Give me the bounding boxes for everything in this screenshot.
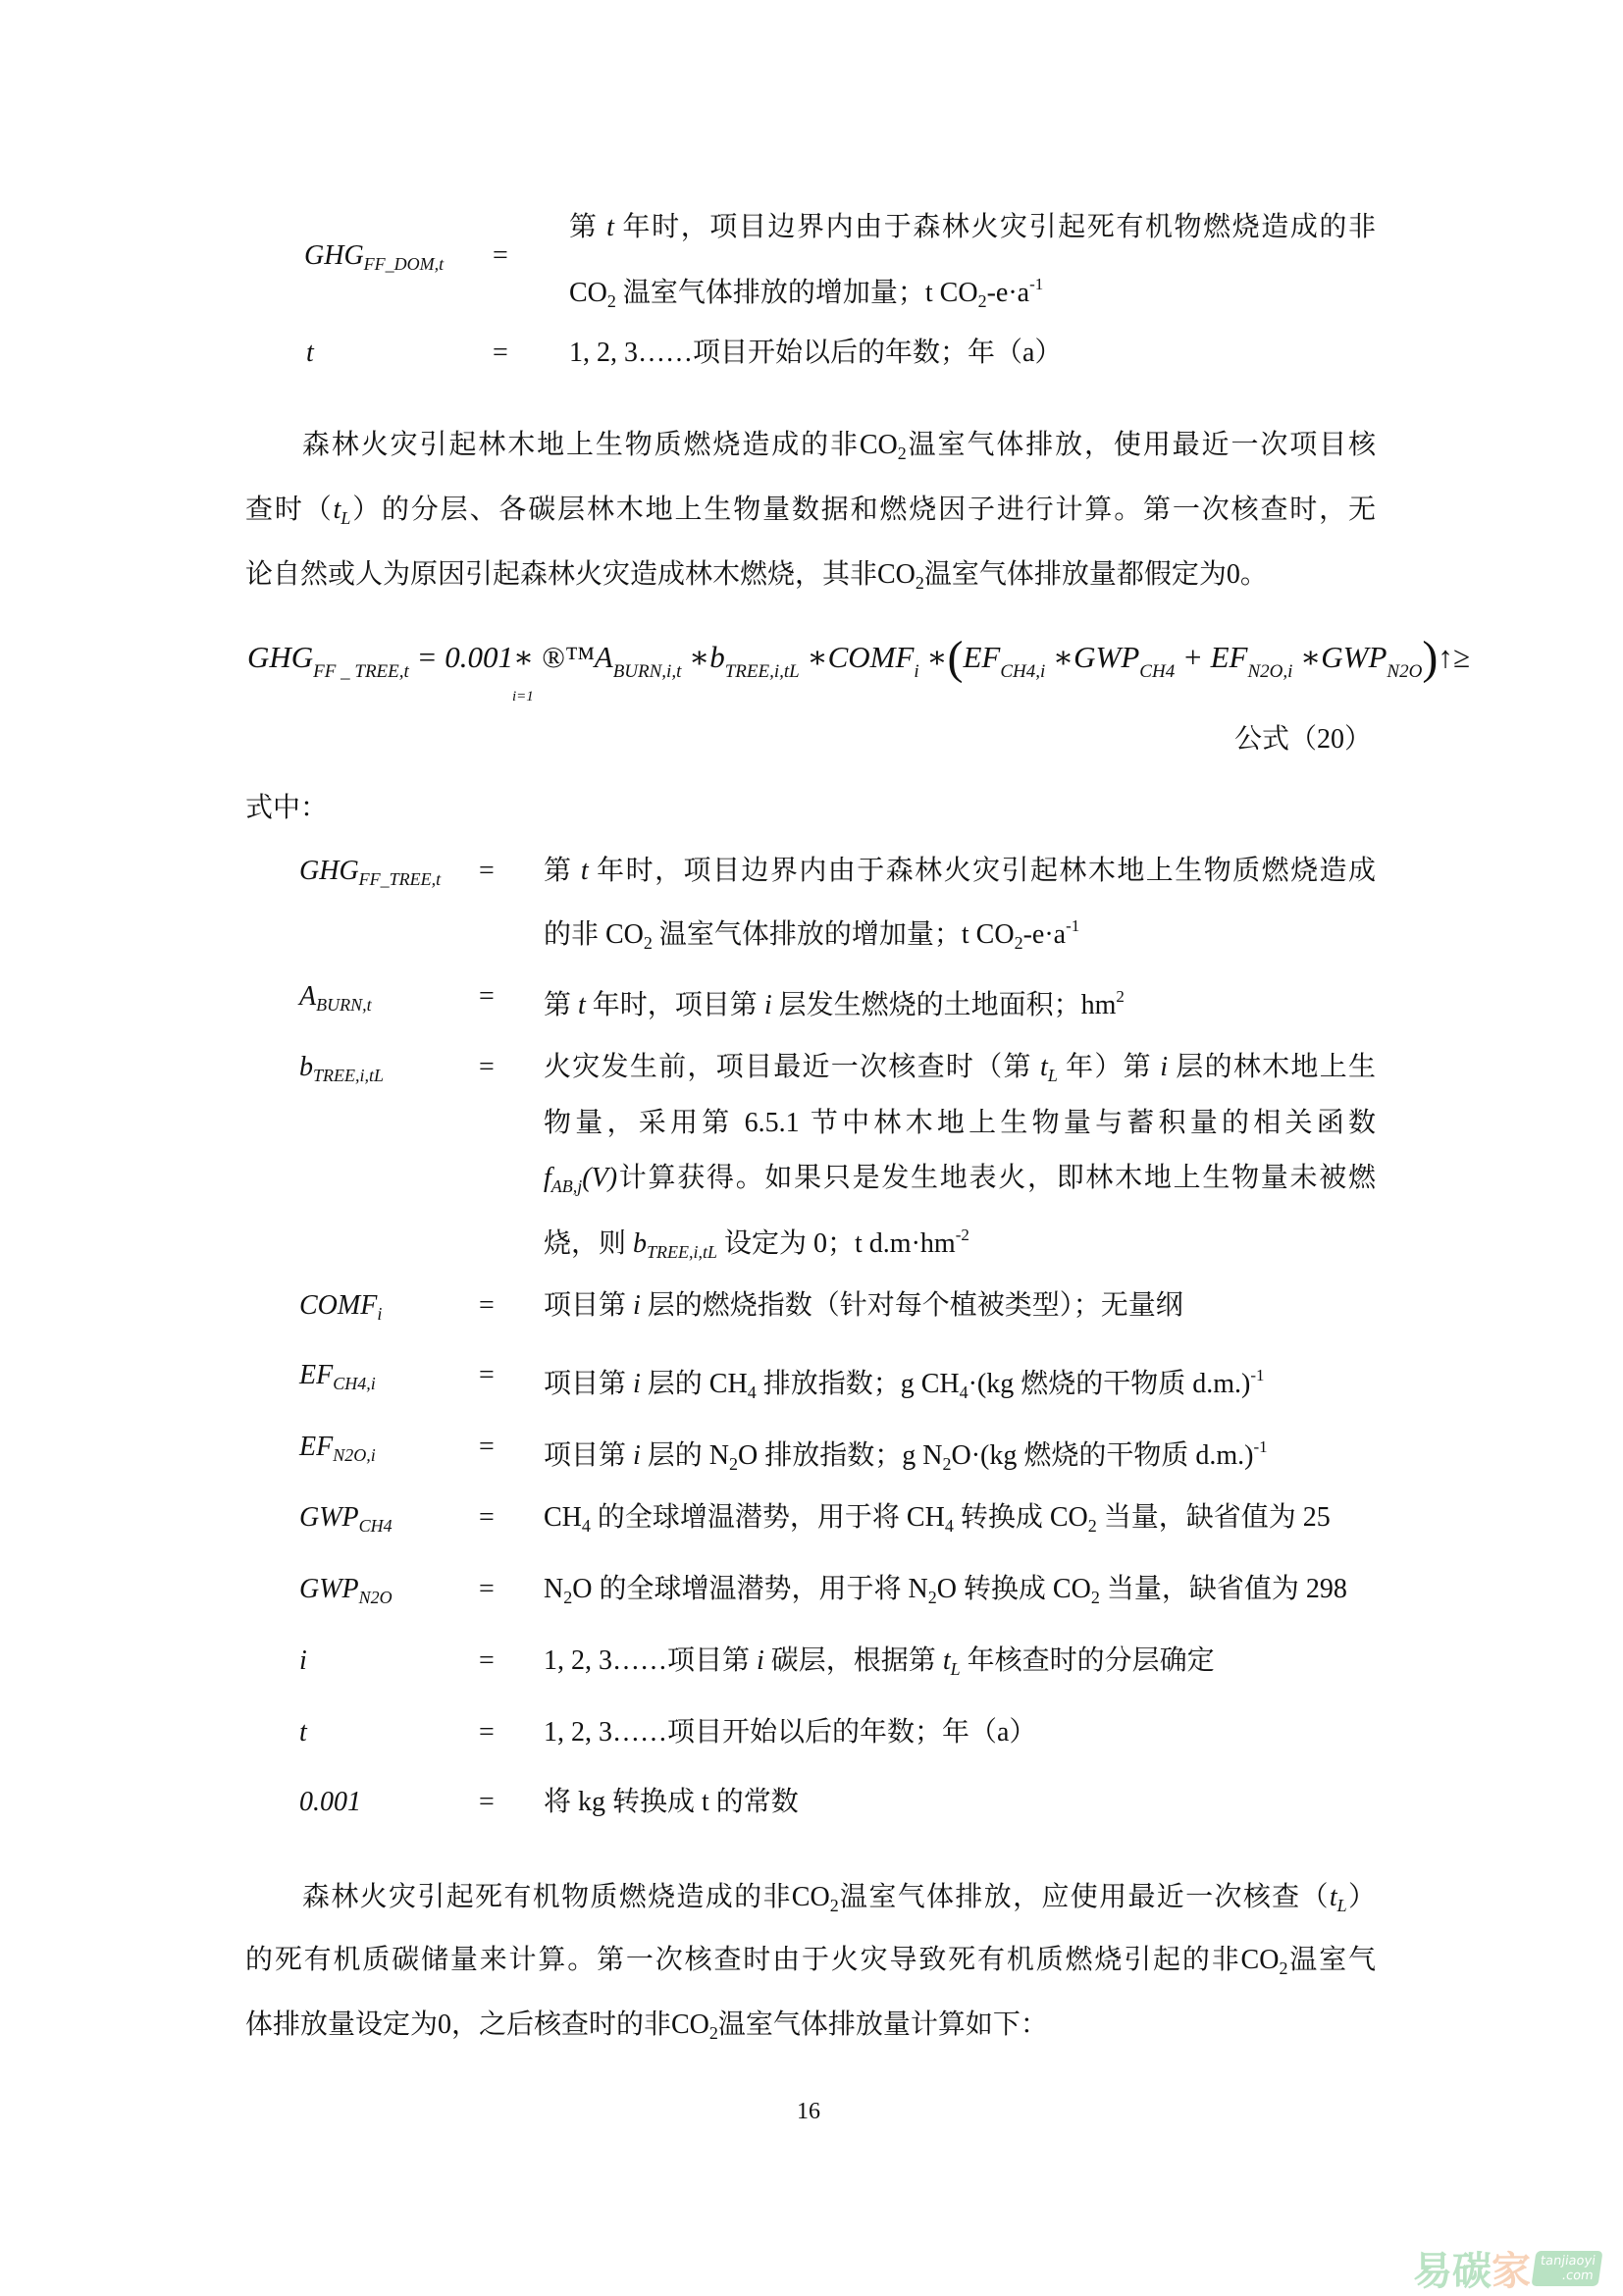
page-number: 16 <box>797 2099 820 2124</box>
definition-text <box>544 1713 1376 1752</box>
text-run: i <box>633 1369 641 1399</box>
text-run: 第 <box>569 212 607 242</box>
text-run: 2 <box>915 573 924 593</box>
text-run: ∗ <box>1045 640 1074 674</box>
text-run: 将 kg 转换成 t 的常数 <box>544 1787 799 1817</box>
definition-term <box>299 1783 361 1822</box>
text-run: FF_DOM,t <box>363 254 445 274</box>
text-run: ∗ <box>1292 640 1322 674</box>
text-run: O·(kg 燃烧的干物质 d.m.) <box>951 1440 1254 1471</box>
text-run: 1, 2, 3……项目第 <box>544 1645 758 1676</box>
text-run: 项目第 <box>544 1290 634 1321</box>
equals-sign: = <box>479 856 495 886</box>
text-run: BURN,t <box>316 995 372 1015</box>
watermark-site <box>1531 2251 1602 2286</box>
text-run: ( <box>947 632 964 684</box>
text-run: EF <box>299 1432 334 1462</box>
text-run: FF_TREE,t <box>358 869 442 889</box>
text-run: i <box>633 1440 641 1471</box>
text-run: 温室气 <box>1287 1945 1376 1975</box>
text-run: -1 <box>1250 1366 1265 1384</box>
text-run: ,i <box>1035 661 1046 682</box>
text-run: (V) <box>582 1163 618 1193</box>
text-run: t <box>333 495 341 525</box>
text-run: 2 <box>1090 1588 1100 1607</box>
text-run: A <box>594 640 613 674</box>
text-run: GHG <box>299 856 359 886</box>
text-run: -1 <box>1066 916 1080 935</box>
definition-text <box>544 977 1376 1025</box>
text-run: 2 <box>977 291 987 311</box>
text-run: 2 <box>708 2023 718 2043</box>
equals-sign: = <box>479 1787 495 1817</box>
text-run: 4 <box>944 1516 954 1536</box>
paragraph-line <box>245 1941 1376 1988</box>
text-run: 2 <box>1087 1516 1097 1536</box>
definition-term <box>299 1356 376 1403</box>
text-run: 的死有机质碳储量来计算。第一次核查时由于火灾导致死有机质燃烧引起的非CO <box>245 1945 1280 1975</box>
text-run: 物量，采用第 6.5.1 节中林木地上生物量与蓄积量的相关函数 <box>544 1108 1376 1138</box>
text-run: i <box>377 1304 383 1324</box>
equals-sign: = <box>479 1502 495 1533</box>
text-run: TREE,i,t <box>724 661 790 682</box>
text-run: i <box>299 1645 307 1676</box>
equals-sign: = <box>479 1574 495 1604</box>
text-run: -1 <box>1029 275 1044 293</box>
text-run: 1, 2, 3……项目开始以后的年数；年（a） <box>544 1717 1037 1748</box>
equals-sign: = <box>479 981 495 1012</box>
definition-text <box>544 1159 1376 1206</box>
definition-text <box>544 1498 1376 1545</box>
definition-term <box>299 1498 393 1545</box>
equals-sign: = <box>479 1290 495 1321</box>
text-run: L <box>1047 1066 1058 1085</box>
text-run: GWP <box>299 1502 359 1533</box>
definition-text <box>544 852 1376 891</box>
text-run: O 排放指数；g N <box>738 1440 943 1471</box>
text-run: A <box>299 981 317 1012</box>
definition-text <box>544 1570 1376 1617</box>
text-run: 2 <box>829 1896 839 1915</box>
text-run: ® <box>541 640 565 674</box>
definition-term <box>299 1713 307 1752</box>
text-run: 2 <box>563 1588 573 1607</box>
equals-sign: = <box>493 338 508 368</box>
text-run: 温室气体排放，使用最近一次项目核 <box>906 430 1376 460</box>
text-run: b <box>709 640 725 674</box>
text-run: BURN,i,t <box>612 661 682 682</box>
text-run: 碳层，根据第 <box>763 1645 943 1676</box>
text-run: COMF <box>827 640 915 674</box>
text-run: TREE,i,tL <box>647 1242 718 1262</box>
text-run: N <box>1247 661 1261 682</box>
text-run: 2 <box>729 1454 739 1474</box>
definition-term <box>304 236 444 284</box>
formula-20 <box>247 632 1470 704</box>
text-run: FF _ TREE,t <box>313 661 409 682</box>
text-run: 火灾发生前，项目最近一次核查时（第 <box>544 1052 1041 1082</box>
text-run: 的全球增温潜势，用于将 CH <box>590 1502 945 1533</box>
text-run: -e·a <box>1022 919 1067 950</box>
paragraph-line <box>302 426 1376 473</box>
text-run: CH4 <box>358 1516 393 1536</box>
definition-text <box>544 1356 1376 1412</box>
text-run: t <box>1040 1052 1048 1082</box>
watermark-site-line: tanjiaoyi <box>1540 2253 1597 2269</box>
text-run: 4 <box>1025 661 1036 682</box>
paragraph-line <box>245 2006 1376 2053</box>
watermark-char: 家 <box>1492 2249 1531 2294</box>
text-run: t <box>1329 1882 1337 1912</box>
text-run: ∗ <box>918 640 948 674</box>
watermark-site-line: .com <box>1560 2268 1595 2283</box>
text-run: O 的全球增温潜势，用于将 N <box>572 1574 928 1604</box>
text-run: 第 <box>544 856 581 886</box>
sum-index: i=1 <box>512 689 534 704</box>
text-run: 层的 CH <box>640 1369 748 1399</box>
text-run: t <box>942 1645 951 1676</box>
text-run: 项目第 <box>544 1369 634 1399</box>
text-run: 查时（ <box>245 495 334 525</box>
text-run: 的非 CO <box>544 919 644 950</box>
definition-term <box>299 852 441 899</box>
text-run: 4 <box>959 1383 969 1402</box>
paragraph-line <box>302 1878 1376 1925</box>
text-run: EF <box>963 640 1001 674</box>
text-run: t <box>606 212 614 242</box>
text-run: 温室气体排放的增加量；t CO <box>652 919 1015 950</box>
text-run: ™ <box>564 640 595 674</box>
text-run: CH <box>1000 661 1026 682</box>
paragraph-line <box>245 555 1376 602</box>
text-run: 2 <box>1260 661 1270 682</box>
definition-text <box>569 334 1376 373</box>
definition-text <box>544 907 1376 963</box>
text-run: 2 <box>1014 933 1023 953</box>
text-run: 2 <box>1279 1958 1288 1978</box>
paragraph-line <box>245 491 1376 538</box>
text-run: GWP <box>1321 640 1387 674</box>
text-run: 当量，缺省值为 25 <box>1096 1502 1331 1533</box>
text-run: ↑≥ <box>1438 640 1470 674</box>
text-run: N <box>1387 661 1400 682</box>
text-run: 排放指数；g CH <box>756 1369 960 1399</box>
text-run: 2 <box>897 444 907 463</box>
text-run: 论自然或人为原因引起森林火灾造成林木燃烧，其非CO <box>245 559 916 590</box>
text-run: i <box>757 1645 764 1676</box>
text-run: ) <box>1422 632 1439 684</box>
text-run: b <box>633 1228 648 1259</box>
text-run: L <box>789 661 800 682</box>
text-run: 森林火灾引起林木地上生物质燃烧造成的非CO <box>302 430 898 460</box>
text-run: 森林火灾引起死有机物质燃烧造成的非CO <box>302 1882 830 1912</box>
text-run: 1, 2, 3……项目开始以后的年数；年（a） <box>569 338 1063 368</box>
text-run: 转换成 CO <box>953 1502 1088 1533</box>
text-run: b <box>299 1052 313 1082</box>
text-run: -e·a <box>986 278 1030 308</box>
text-run: N2O,i <box>333 1445 376 1465</box>
text-run: 温室气体排放量计算如下： <box>717 2009 1048 2040</box>
text-run: + <box>1175 640 1211 674</box>
definition-term <box>299 977 372 1024</box>
text-run: 年时，项目边界内由于森林火灾引起林木地上生物质燃烧造成 <box>588 856 1376 886</box>
text-run: ∗ <box>681 640 710 674</box>
text-run: i <box>633 1290 641 1321</box>
text-run: t <box>299 1717 307 1748</box>
text-run: 温室气体排放量都假定为0。 <box>923 559 1268 590</box>
formula-expression <box>247 632 1470 684</box>
text-run: GWP <box>1073 640 1140 674</box>
text-run: 2 <box>643 933 653 953</box>
definition-term <box>299 1048 384 1095</box>
text-run: CH <box>1139 661 1166 682</box>
text-run: O <box>1408 661 1423 682</box>
definition-term <box>299 1570 393 1617</box>
text-run: EF <box>1210 640 1248 674</box>
definition-text <box>569 265 1376 321</box>
text-run: EF <box>299 1360 334 1390</box>
text-run: 2 <box>942 1454 952 1474</box>
definition-text <box>544 1286 1376 1326</box>
definition-term <box>299 1428 376 1475</box>
text-run: ·(kg 燃烧的干物质 d.m.) <box>968 1369 1251 1399</box>
text-run: 当量，缺省值为 298 <box>1099 1574 1347 1604</box>
equals-sign: = <box>479 1645 495 1676</box>
text-run: O 转换成 CO <box>936 1574 1091 1604</box>
text-run: L <box>1336 1896 1347 1915</box>
text-run: O,i <box>1269 661 1293 682</box>
text-run: 层的燃烧指数（针对每个植被类型）；无量纲 <box>640 1290 1183 1321</box>
text-run: t <box>580 856 589 886</box>
text-run: 计算获得。如果只是发生地表火，即林木地上生物量未被燃 <box>617 1163 1376 1193</box>
text-run: -2 <box>955 1226 969 1244</box>
text-run: 体排放量设定为0，之后核查时的非CO <box>245 2009 709 2040</box>
equals-sign: = <box>479 1052 495 1082</box>
definition-text <box>544 1428 1376 1484</box>
text-run: -1 <box>1253 1437 1268 1456</box>
text-run: L <box>950 1659 961 1679</box>
text-run: ）的分层、各碳层林木地上生物量数据和燃烧因子进行计算。第一次核查时，无 <box>350 495 1376 525</box>
text-run: 年核查时的分层确定 <box>960 1645 1215 1676</box>
text-run: 4 <box>581 1516 591 1536</box>
text-run: 设定为 0；t d.m·hm <box>717 1228 956 1259</box>
definition-term <box>299 1286 382 1333</box>
text-run: GHG <box>304 240 364 271</box>
text-run: ∗ <box>799 640 828 674</box>
text-run: 4 <box>747 1383 757 1402</box>
text-run: TREE,i,tL <box>313 1066 385 1085</box>
text-run: t <box>578 990 586 1020</box>
text-run: CO <box>569 278 607 308</box>
text-run: f <box>544 1163 551 1193</box>
text-run: 2 <box>1399 661 1409 682</box>
text-run: 年时，项目第 <box>585 990 764 1020</box>
where-label: 式中： <box>245 793 329 823</box>
text-run: 温室气体排放的增加量；t CO <box>615 278 978 308</box>
text-run: 年）第 <box>1057 1052 1161 1082</box>
text-run: L <box>340 508 351 528</box>
text-run: CH <box>544 1502 582 1533</box>
definition-term <box>299 1642 307 1681</box>
definition-term <box>306 334 314 373</box>
text-run: 层的 N <box>640 1440 730 1471</box>
equals-sign: = <box>479 1360 495 1390</box>
text-run: 0.001 <box>299 1787 361 1817</box>
definition-text <box>569 208 1376 247</box>
text-run: i <box>914 661 919 682</box>
text-run: 项目第 <box>544 1440 634 1471</box>
text-run: 烧，则 <box>544 1228 634 1259</box>
text-run: GWP <box>299 1574 359 1604</box>
text-run: 层发生燃烧的土地面积；hm <box>771 990 1117 1020</box>
text-run: N2O <box>358 1588 393 1607</box>
definition-text <box>544 1104 1376 1143</box>
equals-sign: = <box>493 240 508 271</box>
text-run: 年时，项目边界内由于森林火灾引起死有机物燃烧造成的非 <box>613 212 1376 242</box>
text-run: COMF <box>299 1290 378 1321</box>
text-run: = 0.001∗ <box>408 640 542 674</box>
text-run: 2 <box>1116 987 1125 1006</box>
text-run: 2 <box>606 291 616 311</box>
equals-sign: = <box>479 1717 495 1748</box>
text-run: N <box>544 1574 564 1604</box>
watermark-char: 碳 <box>1452 2249 1492 2294</box>
definition-text <box>544 1216 1376 1272</box>
text-run: 2 <box>927 1588 937 1607</box>
text-run: GHG <box>247 640 314 674</box>
definition-text <box>544 1783 1376 1822</box>
watermark-char: 易 <box>1413 2249 1452 2294</box>
text-run: i <box>1160 1052 1169 1082</box>
text-run: i <box>763 990 772 1020</box>
definition-text <box>544 1048 1376 1095</box>
text-run: 温室气体排放，应使用最近一次核查（ <box>838 1882 1330 1912</box>
text-run: 层的林木地上生 <box>1168 1052 1376 1082</box>
definition-text <box>544 1642 1376 1689</box>
text-run: t <box>306 338 314 368</box>
equals-sign: = <box>479 1432 495 1462</box>
watermark-logo <box>1413 2240 1600 2296</box>
text-run: ） <box>1346 1882 1376 1912</box>
text-run: CH4,i <box>333 1374 376 1393</box>
formula-label: 公式（20） <box>1234 724 1373 755</box>
text-run: 第 <box>544 990 579 1020</box>
text-run: 4 <box>1165 661 1176 682</box>
text-run: AB,j <box>550 1176 583 1196</box>
